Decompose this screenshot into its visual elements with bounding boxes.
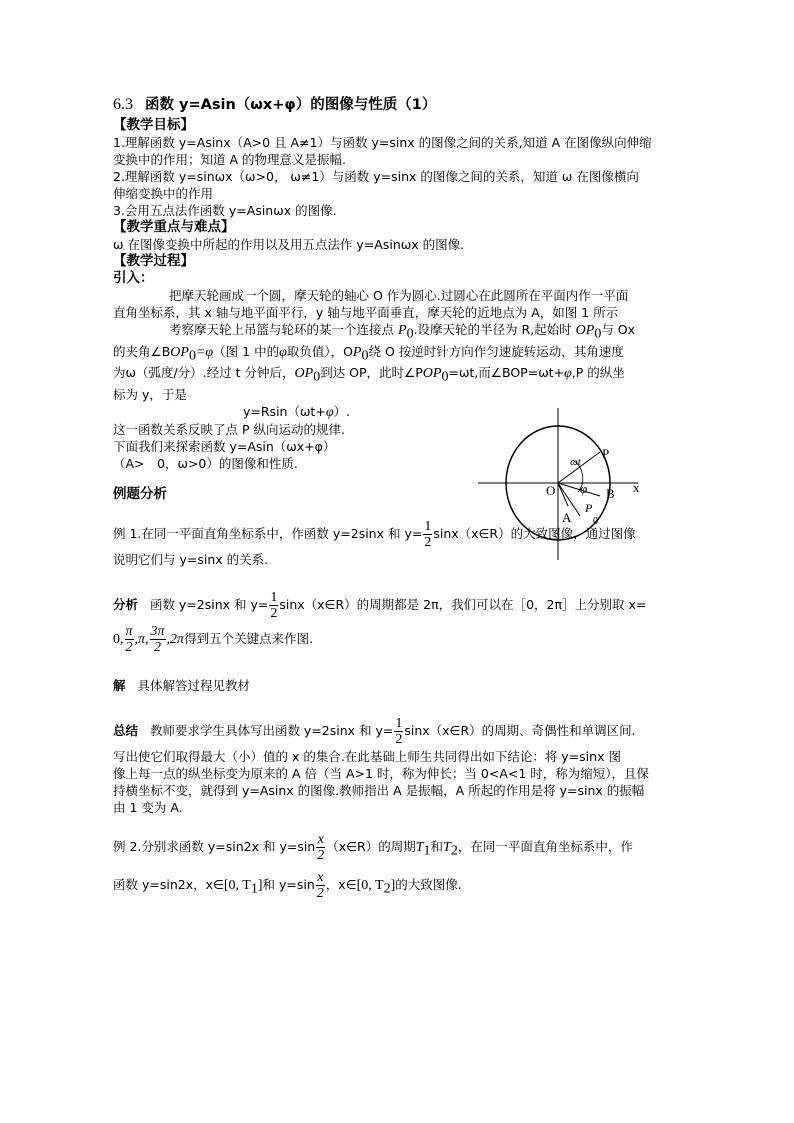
intro-p4: 下面我们来探索函数 y=Asin（ωx+φ） <box>113 438 336 454</box>
keypoints-text: ω 在图像变换中所起的作用以及用五点法作 y=Asinωx 的图像. <box>113 237 465 252</box>
goals-heading: 【教学目标】 <box>113 117 194 133</box>
intro-p2-c: 为ω（弧度/分）.经过 t 分钟后，$OP_0$到达 OP，此时$\angle POP_0=\omega t$,而∠BOP=ωt+φ,P 的纵坐 <box>113 365 625 385</box>
summary-line-d: 像上每一点的纵坐标变为原来的 A 倍（当 A>1 时，称为伸长；当 0<A<1 时，称为缩短），且保 <box>113 765 650 781</box>
intro-p2-a: 考察摩天轮上吊篮与轮环的某一个连接点 $P_0$.设摩天轮的半径为 R,起始时 $OP_0$与 Ox <box>169 322 636 342</box>
example-2-line-a: 例 2.分别求函数 y=sin2x 和 y=sin $\frac{x}{2}$ （x∈R）的周期$T_1$和$T_2$，在同一平面直角坐标系中，作 <box>113 831 633 863</box>
fraction-one-half: $\frac{1}{2}$ <box>424 518 432 550</box>
label-a: A <box>562 510 572 525</box>
summary-line-f: 由 1 变为 A. <box>113 799 183 815</box>
label-p0-sub: 0 <box>593 516 598 527</box>
example-1-line-a: 例 1.在同一平面直角坐标系中，作函数 y=2sinx 和 y= $\frac{1}{2}$ sinx（x∈R）的大致图像，通过图像 <box>113 518 636 550</box>
keypoints-heading: 【教学重点与难点】 <box>113 219 235 235</box>
label-p0: P <box>585 501 593 515</box>
examples-heading: 例题分析 <box>113 485 167 502</box>
goal-2-line-b: 伸缩变换中的作用 <box>113 186 214 201</box>
ray-oa <box>558 483 568 506</box>
summary-line-e: 持横坐标不变，就得到 y=Asinx 的图像.教师指出 A 是振幅，A 所起的作用是将 y=sinx 的振幅 <box>113 782 645 798</box>
label-b: B <box>606 486 615 501</box>
summary-line-c: 写出使它们取得最大（小）值的 x 的集合.在此基础上师生共同得出如下结论：将 y=sinx 图 <box>113 748 621 764</box>
section-number: 6.3 <box>113 96 133 113</box>
page-title <box>113 96 687 114</box>
goal-3: 3.会用五点法作函数 y=Asinωx 的图像. <box>113 203 337 218</box>
intro-p2-b: 的夹角$\angle BOP_0=\varphi$（图 1 中的φ取负值），$OP_0$绕 O 按逆时针方向作匀速旋转运动，其角速度 <box>113 343 624 363</box>
ray-ob <box>558 483 600 496</box>
intro-p5: （A> 0，ω>0）的图像和性质. <box>113 455 298 471</box>
label-o: O <box>546 483 556 498</box>
goal-1-line-b: 变换中的作用；知道 A 的物理意义是振幅. <box>113 152 346 167</box>
analysis-line-a: 分析 函数 y=2sinx 和 y= $\frac{1}{2}$ sinx（x∈R）的周期都是 2π，我们可以在［0，2π］上分别取 x= <box>113 589 647 621</box>
label-wt: ωt <box>570 456 581 468</box>
intro-p1-a: 把摩天轮画成一个圆，摩天轮的轴心 O 作为圆心.过圆心在此圆所在平面内作一平面 <box>169 288 629 303</box>
example-2-line-b: 函数 y=sin2x，x∈[0, $T_1$]和 y=sin $\frac{x}{2}$ ，x∈[0, $T_2$]的大致图像. <box>113 870 462 901</box>
label-phi: φ <box>580 481 588 496</box>
ferris-wheel-diagram <box>470 400 670 565</box>
intro-formula: y=Rsin（ωt+φ）. <box>243 403 351 420</box>
solution-line: 解 具体解答过程见教材 <box>113 677 250 693</box>
label-x: x <box>633 480 640 495</box>
title-text: 函数 y=Asin（ωx+φ）的图像与性质（1） <box>145 97 437 113</box>
analysis-line-b: 0, $\frac{\pi}{2}$ ,π, $\frac{3\pi}{2}$ ,2π得到五个关键点来作图. <box>113 623 314 655</box>
intro-p1-b: 直角坐标系，其 x 轴与地平面平行，y 轴与地平面垂直，摩天轮的近地点为 A，如图 1 所示 <box>113 305 619 320</box>
summary-line-a: 总结 教师要求学生具体写出函数 y=2sinx 和 y= $\frac{1}{2}$ sinx（x∈R）的周期、奇偶性和单调区间. <box>113 715 636 747</box>
intro-label: 引入： <box>113 270 154 286</box>
intro-p3: 这一函数关系反映了点 P 纵向运动的规律. <box>113 421 345 437</box>
process-heading: 【教学过程】 <box>113 253 194 269</box>
goal-2-line-a: 2.理解函数 y=sinωx（ω>0， ω≠1）与函数 y=sinx 的图像之间的关系，知道 ω 在图像横向 <box>113 169 639 184</box>
intro-p2-d: 标为 y，于是 <box>113 386 187 402</box>
label-p: P <box>602 446 610 461</box>
example-1-line-b: 说明它们与 y=sinx 的关系. <box>113 551 269 567</box>
goal-1-line-a: 1.理解函数 y=Asinx（A>0 且 A≠1）与函数 y=sinx 的图像之间的关系,知道 A 在图像纵向伸缩 <box>113 135 652 150</box>
